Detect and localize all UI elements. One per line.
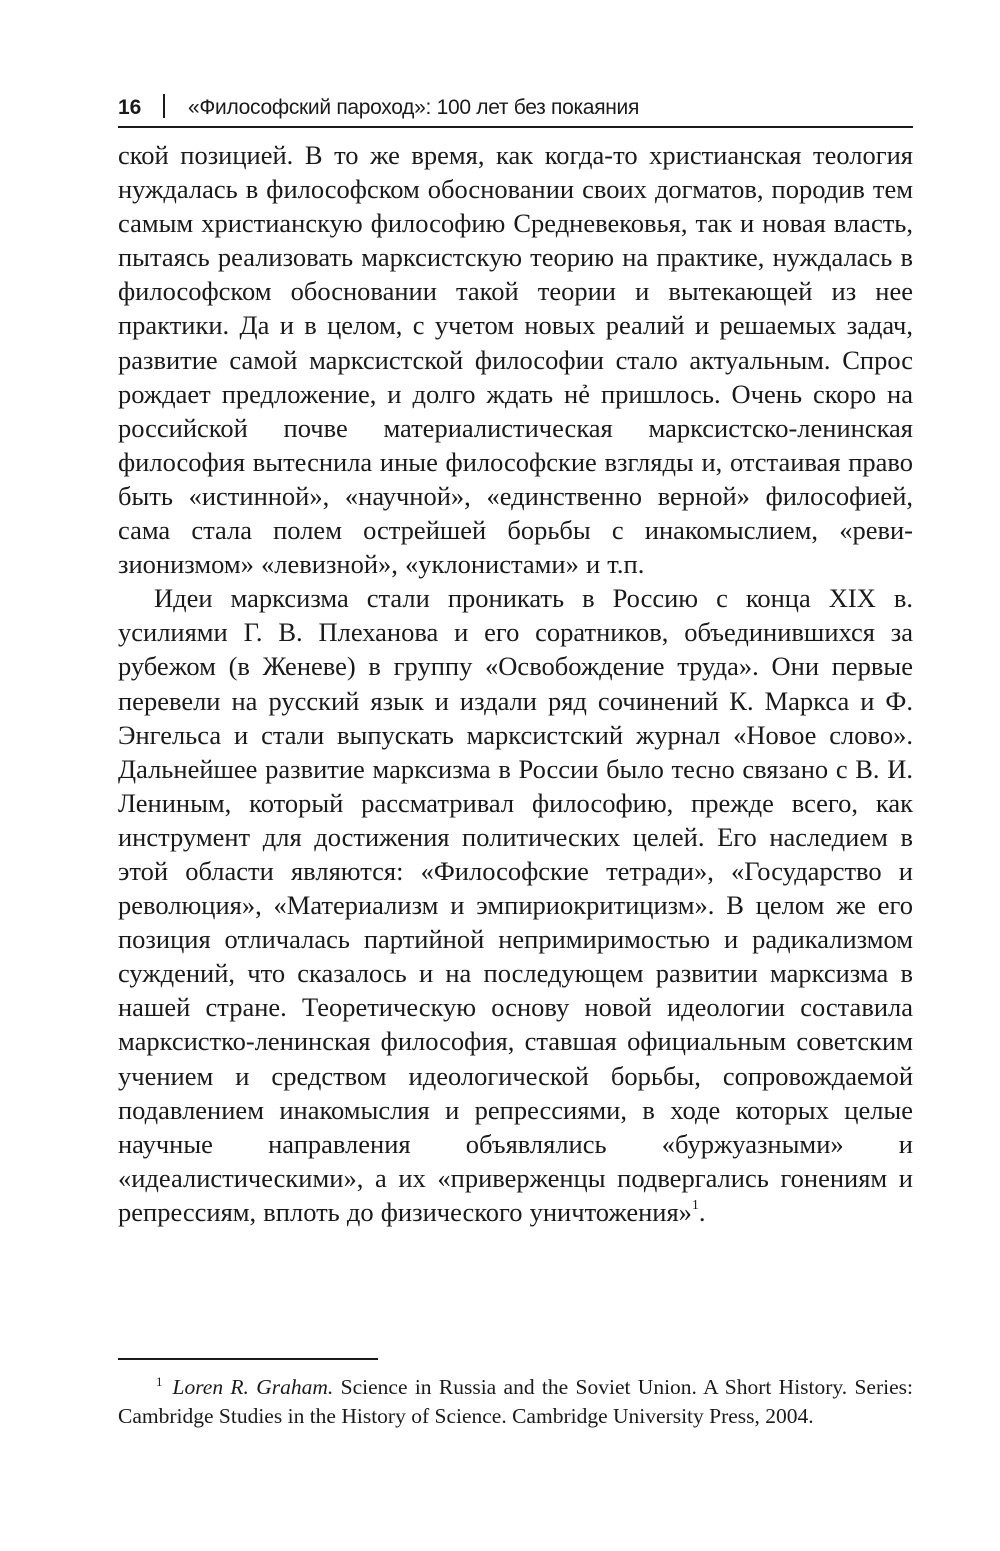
running-title: «Философский пароход»: 100 лет без покаяния [188, 96, 640, 119]
running-header [118, 92, 913, 128]
header-separator [163, 94, 165, 118]
paragraph-text: Идеи марксизма стали проникать в Россию с конца XIX в. усилиями Г. В. Плеханова и его соратников, объединившихся за рубежом (в Женеве) в группу «Освобождение труда». Они первые перевели на русский язык и издали ряд сочинений К. Маркса и Ф. Энгельса и стали выпускать марксистский журнал «Новое слово». Дальнейшее развитие марксизма в России было тесно связано с В. И. Лениным, который рассматривал философию, прежде всего, как инструмент для достижения политических целей. Его наследием в этой области являются: «Философские тетради», «Государство и революция», «Материализм и эмпириокритицизм». В целом же его позиция отличалась партийной непримиримостью и радикализмом суждений, что сказалось и на последующем развитии марксизма в нашей стране. Теоретическую основу новой идеологии составила марксистко-ленинская философия, ставшая официальным советским учением и средством идеологической борьбы, сопровождаемой подавлением инакомыслия и репрессиями, в ходе которых целые научные направления объявлялись «буржуазными» и «идеалистическими», а их «приверженцы подвергались гонениям и репрессиям, вплоть до физического уничтожения» [118, 583, 913, 1227]
header-rule [118, 126, 913, 128]
footnote-separator [118, 1358, 378, 1360]
paragraph-end-period: . [698, 1196, 706, 1227]
footnote-author: Loren R. Graham. [172, 1375, 334, 1399]
page-number: 16 [118, 96, 142, 119]
footnote [118, 1373, 913, 1431]
main-text [118, 138, 913, 1229]
footnote-marker: 1 [156, 1373, 163, 1389]
paragraph: ской позицией. В то же время, как когда-то христианская теология нуждалась в философском обосновании своих догматов, породив тем самым христианскую философию Средневековья, так и новая власть, пытаясь реализовать марксистскую теорию на практике, нуждалась в философском обосновании такой теории и вытекающей из нее практики. Да и в целом, с учетом новых реалий и решаемых задач, развитие самой марксистской философии стало актуальным. Спрос рождает предложение, и долго ждать нẻ пришлось. Очень скоро на российской почве материалистическая марксистско-ленинская философия вытеснила иные философские взгляды и, отстаивая право быть «истинной», «научной», «единственно верной» философией, сама стала полем острейшей борьбы с инакомыслием, «ревизионизмом» «левизной», «уклонистами» и т.п. [118, 140, 913, 580]
footnote-reference[interactable]: 1 [691, 1198, 699, 1214]
paragraph [118, 581, 913, 1229]
footnote-text: Science in Russia and the Soviet Union. A Short History. Series: Cambridge Studies in the History of Science. Cambridge University Press, 2004. [118, 1375, 913, 1428]
